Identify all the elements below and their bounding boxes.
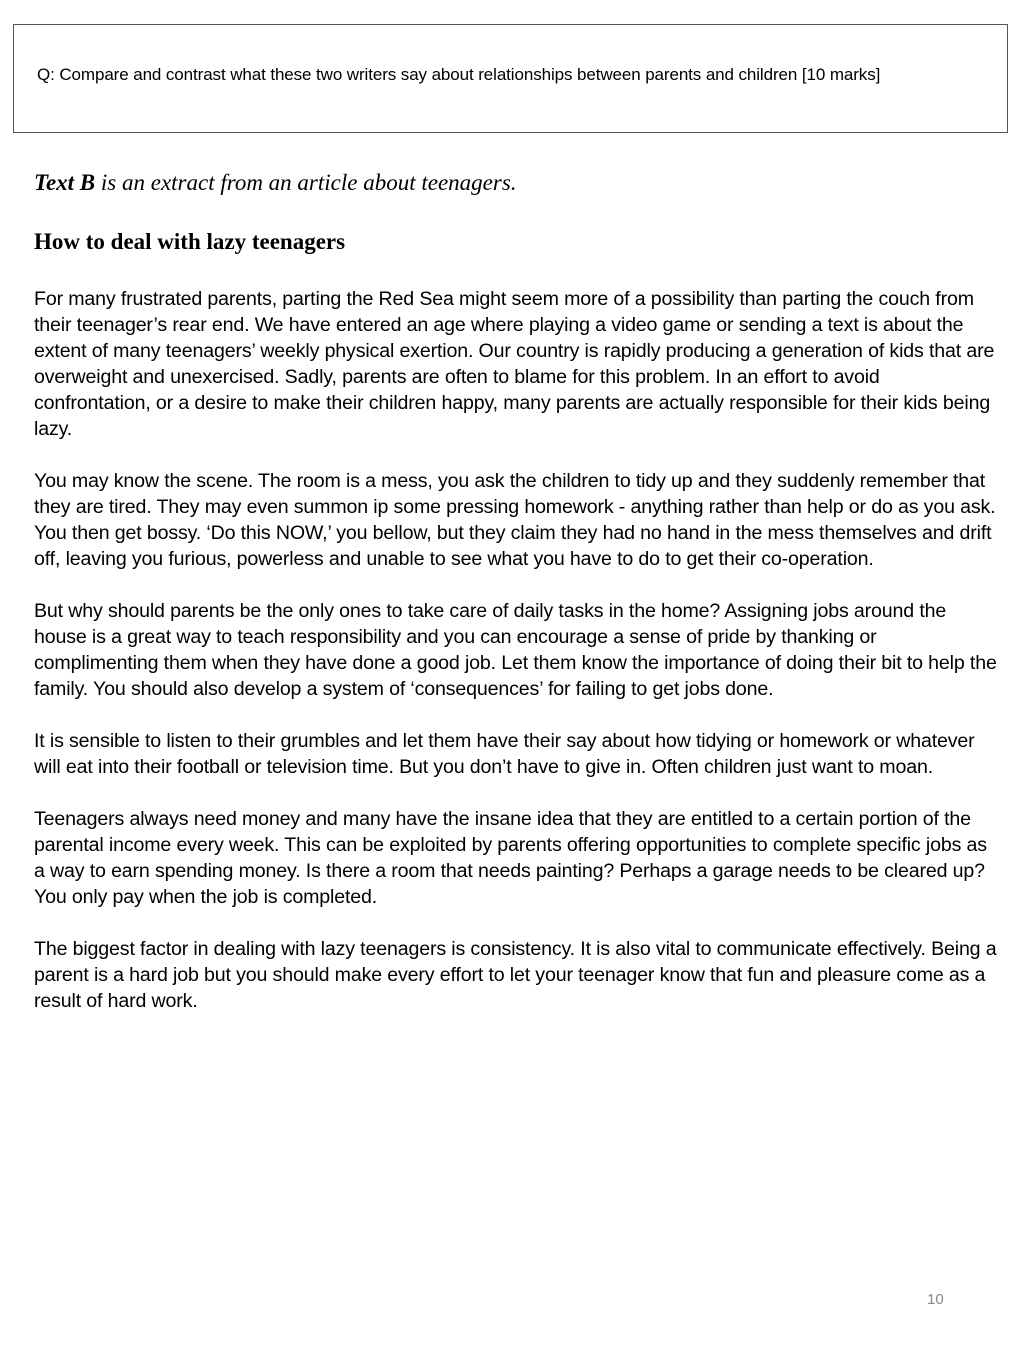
article-paragraph: The biggest factor in dealing with lazy teenagers is consistency. It is also vital to communicate effectively. Being a parent is a hard job but you should make every effort to let your teenager know that fun and pleasure come as a result of hard work. xyxy=(34,938,997,1012)
article-paragraph: For many frustrated parents, parting the Red Sea might seem more of a possibility than parting the couch from their teenager’s rear end. We have entered an age where playing a video game or sending a text is about the extent of many teenagers’ weekly physical exertion. Our country is rapidly producing a generation of kids that are overweight and unexercised. Sadly, parents are often to blame for this problem. In an effort to avoid confrontation, or a desire to make their children happy, many parents are actually responsible for their kids being lazy. xyxy=(34,288,995,440)
article-title: How to deal with lazy teenagers xyxy=(34,229,346,254)
text-description: is an extract from an article about teenagers. xyxy=(95,170,517,195)
question-text: Q: Compare and contrast what these two writers say about relationships between parents and children [10 marks] xyxy=(37,65,881,84)
article-paragraph: You may know the scene. The room is a mess, you ask the children to tidy up and they suddenly remember that they are tired. They may even summon ip some pressing homework - anything rather than help or do as you ask. You then get bossy. ‘Do this NOW,’ you bellow, but they claim they had no hand in the mess themselves and drift off, leaving you furious, powerless and unable to see what you have to do to get their co-operation. xyxy=(34,470,996,570)
article-paragraph: But why should parents be the only ones to take care of daily tasks in the home? Assigning jobs around the house is a great way to teach responsibility and you can encourage a sense of pride by thanking or complimenting them when they have done a good job. Let them know the importance of doing their bit to help the family. You should also develop a system of ‘consequences’ for failing to get jobs done. xyxy=(34,600,997,700)
article-paragraph: It is sensible to listen to their grumbles and let them have their say about how tidying or homework or whatever will eat into their football or television time. But you don’t have to give in. Often children just want to moan. xyxy=(34,730,975,778)
article-paragraph: Teenagers always need money and many have the insane idea that they are entitled to a certain portion of the parental income every week. This can be exploited by parents offering opportunities to complete specific jobs as a way to earn spending money. Is there a room that needs painting? Perhaps a garage needs to be cleared up? You only pay when the job is completed. xyxy=(34,808,987,908)
text-intro xyxy=(34,170,517,196)
question-box xyxy=(13,24,1008,133)
text-label: Text B xyxy=(34,170,96,195)
page-number: 10 xyxy=(927,1291,944,1308)
article-body xyxy=(34,286,999,1040)
